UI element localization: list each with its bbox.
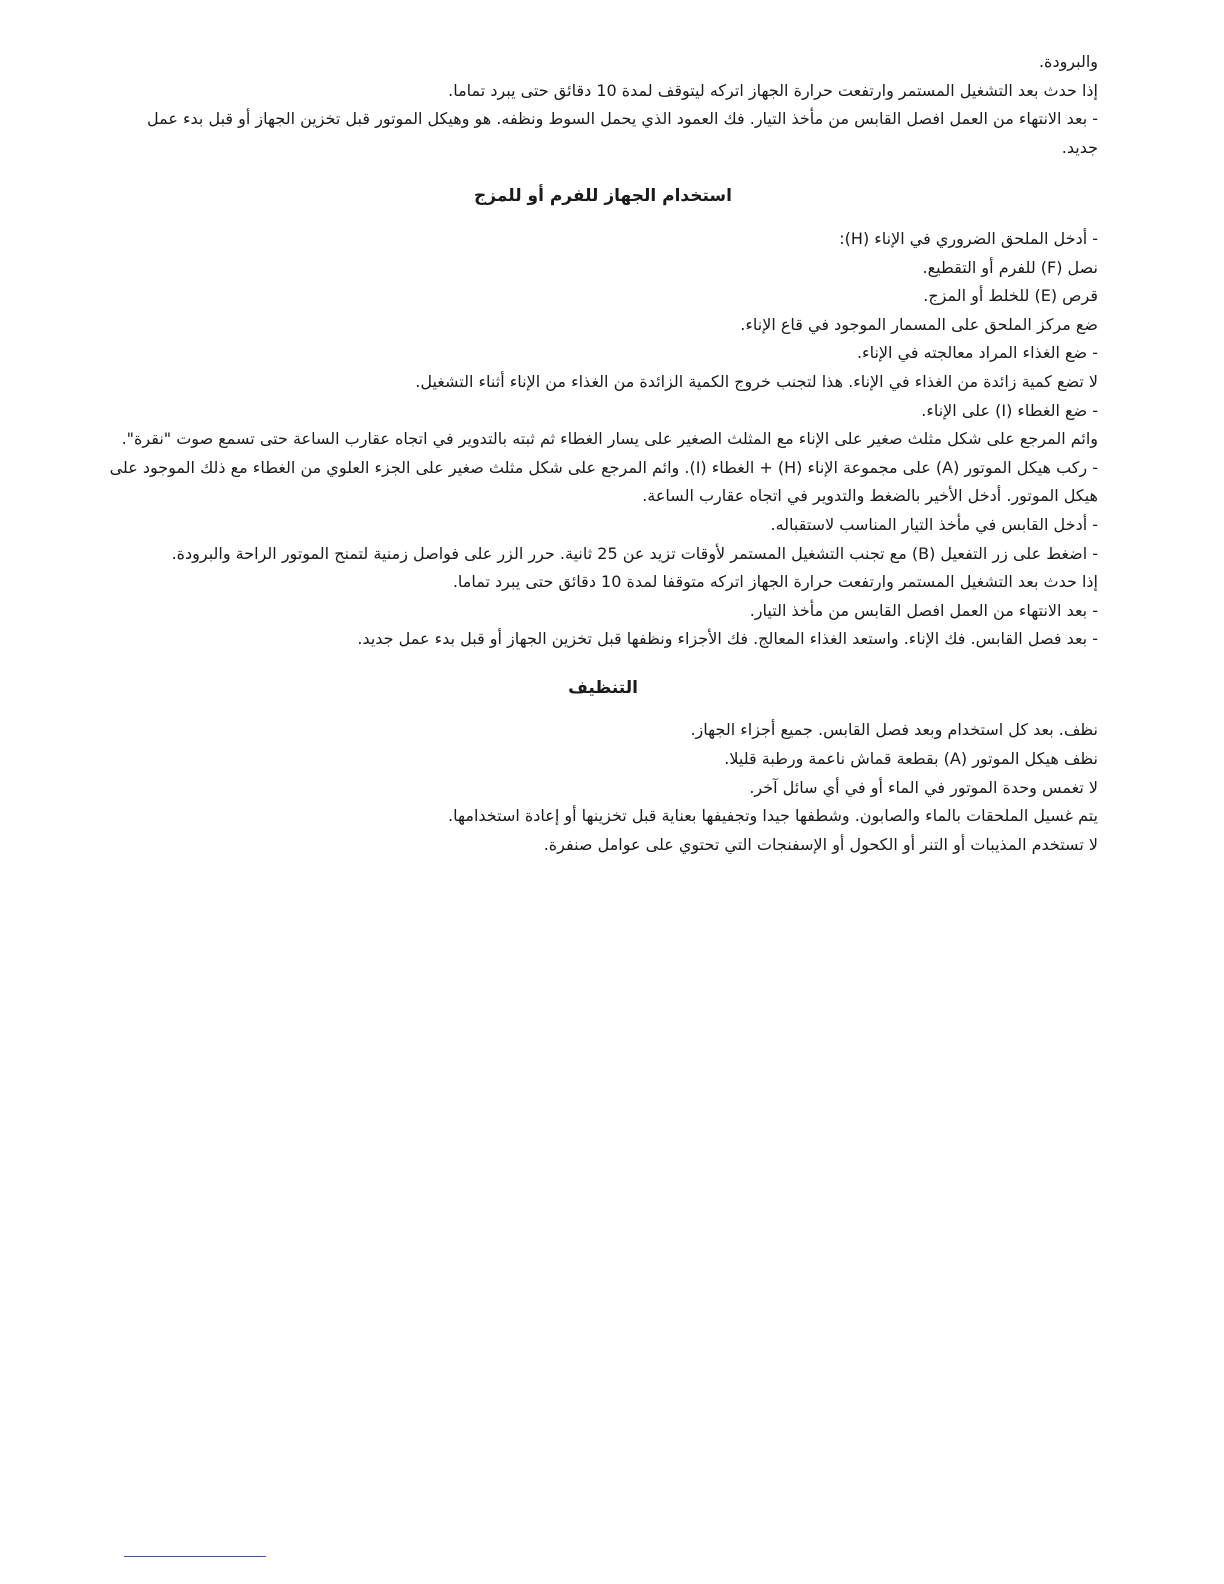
paragraph-line: - ضع الغذاء المراد معالجته في الإناء. [856, 343, 1098, 363]
paragraph-line: قرص (E) للخلط أو المزج. [923, 286, 1098, 306]
paragraph-line: - بعد فصل القابس. فك الإناء. واستعد الغذاء المعالج. فك الأجزاء ونظفها قبل تخزين الجهاز أو قبل بدء عمل جديد. [357, 629, 1098, 649]
paragraph-line: لا تغمس وحدة الموتور في الماء أو في أي سائل آخر. [749, 777, 1098, 797]
paragraph-line: إذا حدث بعد التشغيل المستمر وارتفعت حرارة الجهاز اتركه متوقفا لمدة 10 دقائق حتى يبرد تماما. [452, 572, 1098, 592]
paragraph-line: - ضع الغطاء (I) على الإناء. [921, 400, 1098, 420]
paragraph-line: نظف. بعد كل استخدام وبعد فصل القابس. جميع أجزاء الجهاز. [690, 720, 1098, 740]
paragraph-line: وائم المرجع على شكل مثلث صغير على الإناء مع المثلث الصغير على يسار الغطاء ثم ثبته بالتدوير في اتجاه عقارب الساعة حتى تسمع صوت "نقرة". [121, 429, 1098, 449]
section-heading: التنظيف [568, 677, 638, 698]
paragraph-line: نصل (F) للفرم أو التقطيع. [922, 257, 1098, 277]
paragraph-line: والبرودة. [1038, 52, 1098, 71]
paragraph-line: إذا حدث بعد التشغيل المستمر وارتفعت حرارة الجهاز اتركه ليتوقف لمدة 10 دقائق حتى يبرد تماما. [448, 80, 1098, 100]
paragraph-line: يتم غسيل الملحقات بالماء والصابون. وشطفها جيدا وتجفيفها بعناية قبل تخزينها أو إعادة استخدامها. [448, 806, 1098, 826]
intro-block [108, 48, 1098, 162]
paragraph-line: - أدخل القابس في مأخذ التيار المناسب لاستقباله. [770, 514, 1098, 534]
cleaning-section [108, 674, 1098, 860]
paragraph-line: - بعد الانتهاء من العمل افصل القابس من مأخذ التيار. [749, 600, 1098, 620]
paragraph-line: - اضغط على زر التفعيل (B) مع تجنب التشغيل المستمر لأوقات تزيد عن 25 ثانية. حرر الزر على فواصل زمنية لتمنح الموتور الراحة والبرودة. [171, 543, 1098, 563]
section-heading: استخدام الجهاز للفرم أو للمزج [474, 186, 732, 207]
chopping-section [108, 182, 1098, 654]
paragraph-line: ضع مركز الملحق على المسمار الموجود في قاع الإناء. [740, 314, 1098, 334]
paragraph-line: لا تضع كمية زائدة من الغذاء في الإناء. هذا لتجنب خروج الكمية الزائدة من الغذاء من الإناء أثناء التشغيل. [415, 371, 1098, 391]
paragraph-line: لا تستخدم المذيبات أو التنر أو الكحول أو الإسفنجات التي تحتوي على عوامل صنفرة. [543, 834, 1098, 854]
paragraph-line: نظف هيكل الموتور (A) بقطعة قماش ناعمة ورطبة قليلا. [724, 749, 1098, 769]
footnote-separator [124, 1556, 266, 1557]
paragraph-line: - ركب هيكل الموتور (A) على مجموعة الإناء (H) + الغطاء (I). وائم المرجع على شكل مثلث صغير على الجزء العلوي من الغطاء مع ذلك الموجود على هيكل الموتور. أدخل الأخير بالضغط والتدوير في اتجاه عقارب الساعة. [109, 457, 1098, 506]
document-page [108, 48, 1098, 859]
paragraph-line: - بعد الانتهاء من العمل افصل القابس من مأخذ التيار. فك العمود الذي يحمل السوط ونظفه. هو وهيكل الموتور قبل تخزين الجهاز أو قبل بدء عمل جديد. [146, 109, 1098, 157]
paragraph-line: - أدخل الملحق الضروري في الإناء (H): [839, 228, 1098, 248]
